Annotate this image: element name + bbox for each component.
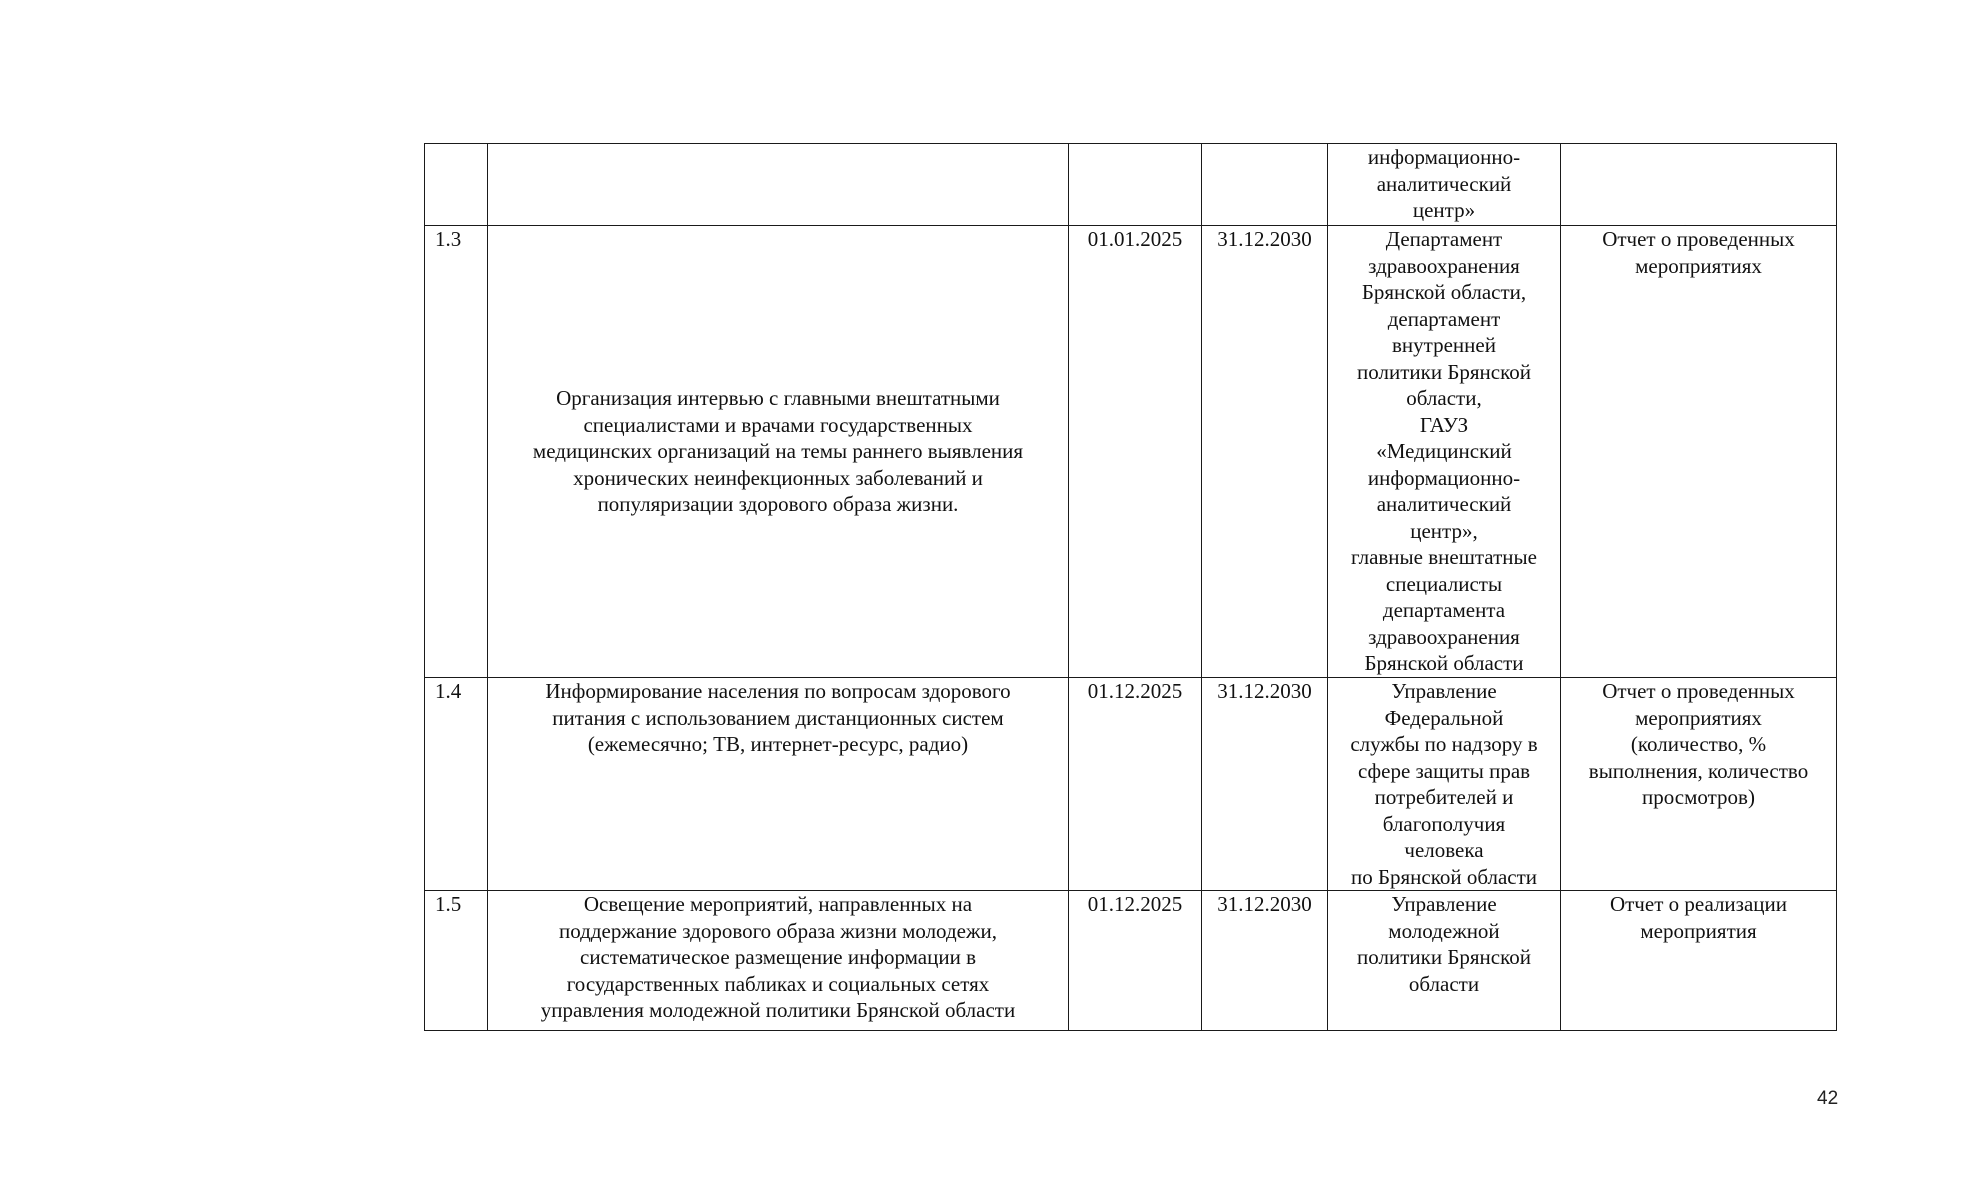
responsible-cell: Управление молодежной политики Брянской области [1328,891,1561,1031]
responsible-cell: Департамент здравоохранения Брянской области, департамент внутренней политики Брянской области, ГАУЗ «Медицинский информационно- аналитический центр», главные внештатные специалисты департамента здравоохранения Брянской области [1328,226,1561,678]
description-cell: Освещение мероприятий, направленных на поддержание здорового образа жизни молодежи, систематическое размещение информации в государственных пабликах и социальных сетях управления молодежной политики Брянской области [488,891,1069,1031]
page-number: 42 [1817,1088,1839,1109]
end-date-cell: 31.12.2030 [1202,891,1328,1031]
item-number-cell [425,144,488,226]
table-row [425,678,1837,891]
item-number-cell: 1.5 [425,891,488,1031]
start-date-cell [1069,144,1202,226]
result-cell: Отчет о проведенных мероприятиях [1561,226,1837,678]
description-cell: Информирование населения по вопросам здорового питания с использованием дистанционных систем (ежемесячно; ТВ, интернет-ресурс, радио) [488,678,1069,891]
end-date-cell: 31.12.2030 [1202,678,1328,891]
activities-table [424,143,1837,1031]
responsible-cell: информационно- аналитический центр» [1328,144,1561,226]
item-number-cell: 1.4 [425,678,488,891]
item-number-cell: 1.3 [425,226,488,678]
description-cell [488,144,1069,226]
description-cell: Организация интервью с главными внештатными специалистами и врачами государственных медицинских организаций на темы раннего выявления хронических неинфекционных заболеваний и популяризации здорового образа жизни. [488,226,1069,678]
start-date-cell: 01.12.2025 [1069,891,1202,1031]
start-date-cell: 01.12.2025 [1069,678,1202,891]
start-date-cell: 01.01.2025 [1069,226,1202,678]
table-row [425,226,1837,678]
result-cell [1561,144,1837,226]
table-row [425,144,1837,226]
result-cell: Отчет о реализации мероприятия [1561,891,1837,1031]
result-cell: Отчет о проведенных мероприятиях (количество, % выполнения, количество просмотров) [1561,678,1837,891]
end-date-cell: 31.12.2030 [1202,226,1328,678]
table-row [425,891,1837,1031]
responsible-cell: Управление Федеральной службы по надзору в сфере защиты прав потребителей и благополучия человека по Брянской области [1328,678,1561,891]
end-date-cell [1202,144,1328,226]
